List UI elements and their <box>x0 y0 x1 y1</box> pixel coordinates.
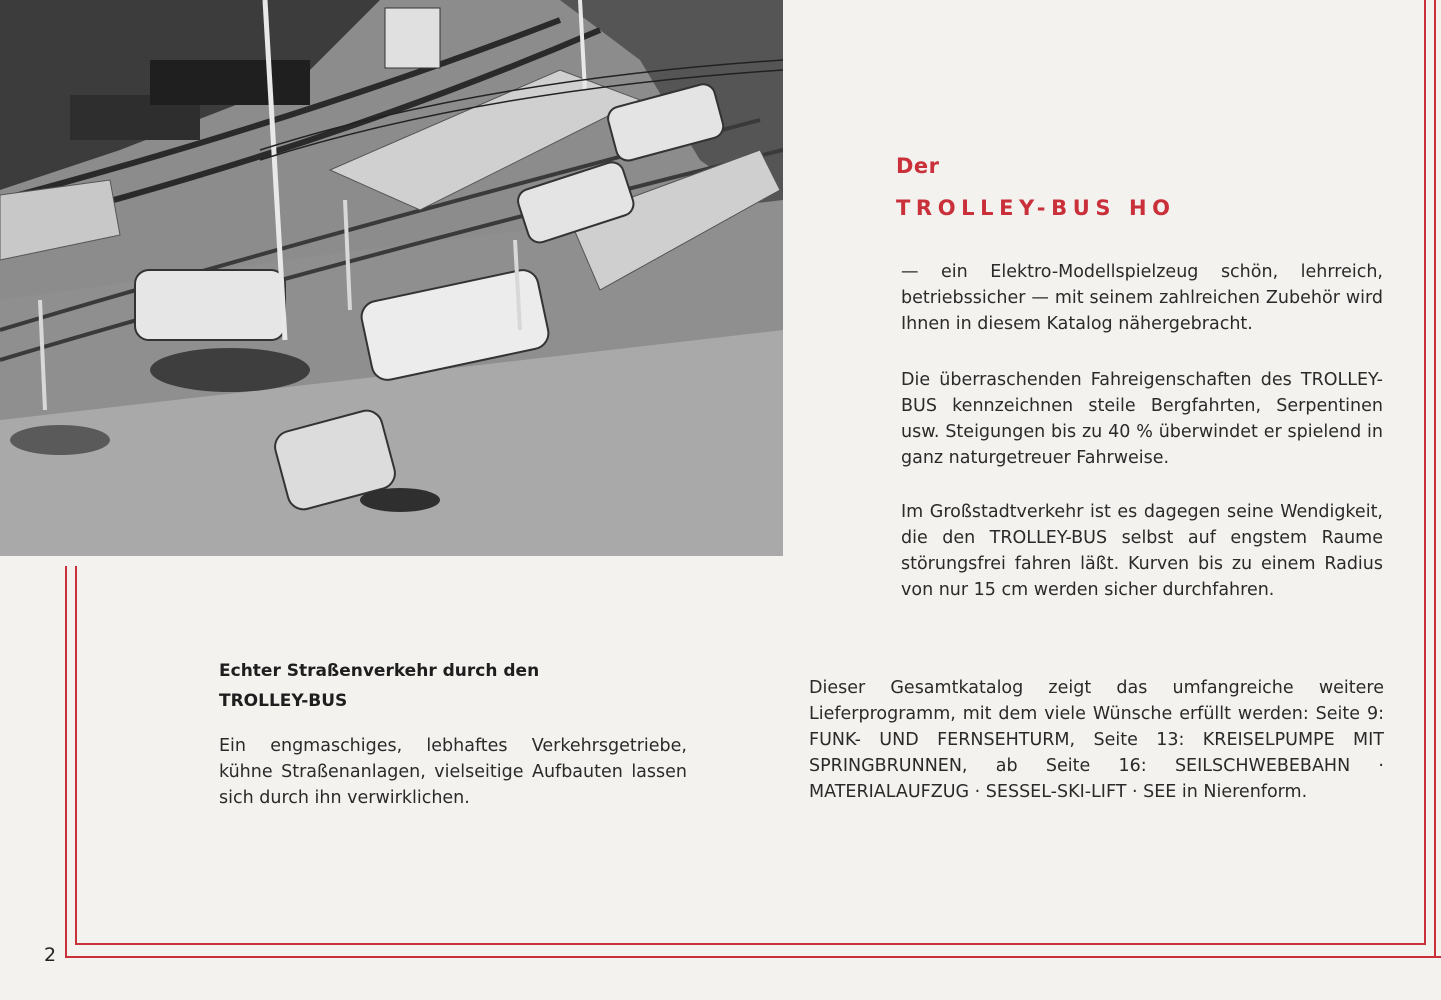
caption-body: Ein engmaschiges, lebhaftes Verkehrsgetriebe, kühne Straßenanlagen, vielseitige Aufbauten lassen sich durch ihn verwirklichen. <box>219 736 687 808</box>
heading-der: Der <box>896 154 940 178</box>
catalog-paragraph: Dieser Gesamtkatalog zeigt das umfangreiche weitere Lieferprogramm, mit dem viele Wünsche erfüllt werden: Seite 9: FUNK- UND FERNSEHTURM, Seite 13: KREISELPUMPE MIT SPRINGBRUNNEN, ab Seite 16: SEILSCHWEBEBAHN · MATERIALAUFZUG · SESSEL-SKI-LIFT · SEE in Nierenform. <box>809 678 1384 802</box>
model-railway-photo <box>0 0 783 556</box>
frame-horizontal-inner <box>75 943 1426 945</box>
caption-title-line-1: Echter Straßenverkehr durch den <box>219 661 540 681</box>
caption-title <box>219 656 639 716</box>
page-number: 2 <box>44 944 57 966</box>
photo-illustration <box>0 0 783 556</box>
frame-vertical-outer <box>65 566 67 958</box>
intro-paragraph-3: Im Großstadtverkehr ist es dagegen seine Wendigkeit, die den TROLLEY-BUS selbst auf engstem Raume störungsfrei fahren läßt. Kurven bis zu einem Radius von nur 15 cm werden sicher durchfahren. <box>901 502 1383 600</box>
frame-right-vertical-outer <box>1434 0 1436 958</box>
caption-title-line-2: TROLLEY-BUS <box>219 691 348 711</box>
intro-paragraph-2: Die überraschenden Fahreigenschaften des TROLLEY-BUS kennzeichnen steile Bergfahrten, Serpentinen usw. Steigungen bis zu 40 % überwindet er spielend in ganz naturgetreuer Fahrweise. <box>901 370 1383 468</box>
heading-title: TROLLEY-BUS HO <box>896 196 1176 220</box>
frame-vertical-inner <box>75 566 77 944</box>
intro-paragraph-1: — ein Elektro-Modellspielzeug schön, lehrreich, betriebssicher — mit seinem zahlreichen Zubehör wird Ihnen in diesem Katalog nähergebracht. <box>901 262 1383 334</box>
frame-horizontal-outer <box>65 956 1441 958</box>
frame-right-vertical <box>1424 0 1426 945</box>
